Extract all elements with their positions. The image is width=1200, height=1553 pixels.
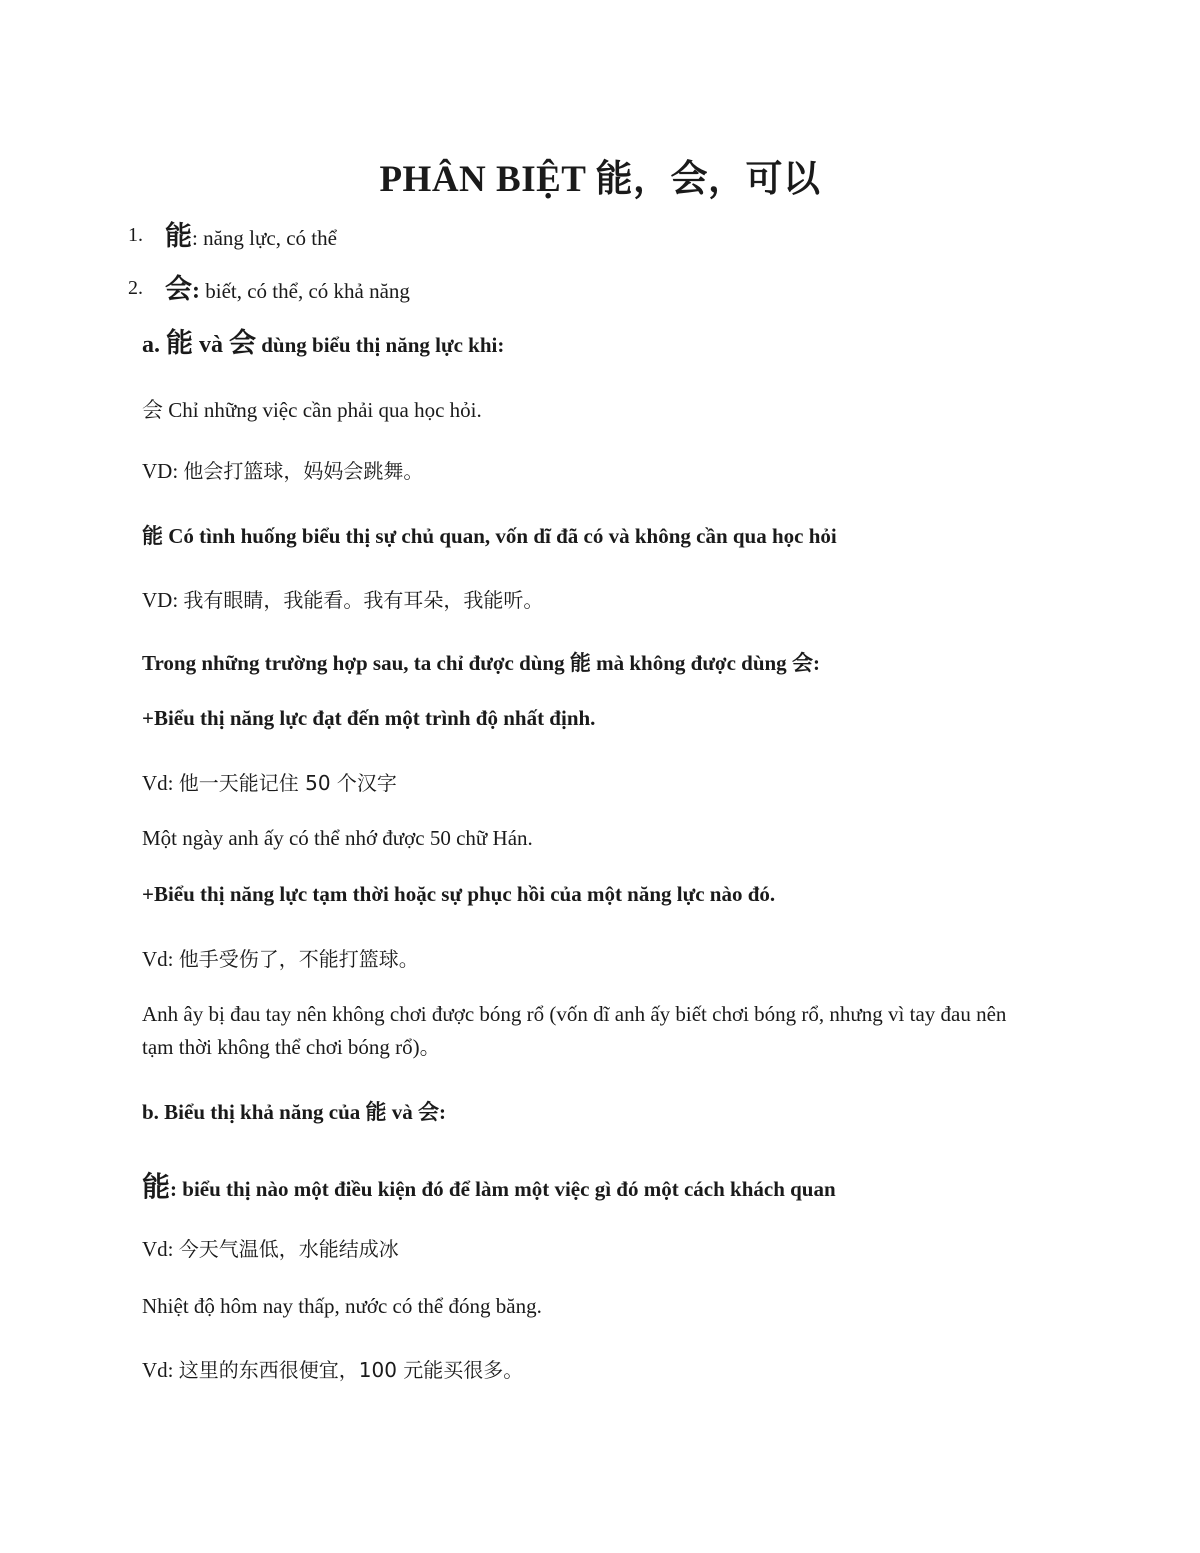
example-5-text: 今天气温低，水能结成冰 [178, 1237, 399, 1261]
hui-note-text: Chỉ những việc cần phải qua học hỏi. [163, 398, 482, 422]
section-b-char2: 会 [418, 1100, 439, 1124]
example-2-text: 我有眼睛，我能看。我有耳朵，我能听。 [183, 588, 544, 612]
only-neng-part2: mà không được dùng [590, 651, 792, 675]
example-5-translation: Nhiệt độ hôm nay thấp, nước có thể đóng băng. [142, 1294, 542, 1318]
only-neng-part3: : [812, 651, 820, 675]
only-neng-char2: 会 [791, 651, 813, 675]
example-3-text: 他一天能记住 50 个汉字 [178, 771, 397, 795]
section-a-char2: 会 [229, 328, 256, 359]
example-4-translation: Anh ây bị đau tay nên không chơi được bóng rổ (vốn dĩ anh ấy biết chơi bóng rổ, nhưng vì tay đau nên tạm thời không thể chơi bóng rổ)。 [142, 1002, 1007, 1059]
example-3 [142, 767, 397, 796]
section-a-heading [142, 321, 504, 360]
example-3-translation: Một ngày anh ấy có thể nhớ được 50 chữ Hán. [142, 826, 533, 850]
hui-note-char: 会 [142, 398, 163, 422]
example-1-label: VD: [142, 459, 184, 483]
case-1: +Biểu thị năng lực đạt đến một trình độ nhất định. [142, 706, 596, 730]
list-number-1: 1. [128, 224, 143, 246]
list-item-1-char: 能 [165, 221, 192, 252]
neng-objective-char: 能 [142, 1170, 171, 1203]
list-number-2: 2. [128, 277, 143, 299]
example-5-label: Vd: [142, 1237, 179, 1261]
section-b-prefix: b. Biểu thị khả năng của [142, 1100, 366, 1124]
example-1-text: 他会打篮球，妈妈会跳舞。 [183, 459, 424, 483]
section-a-mid: và [193, 332, 229, 358]
example-6 [142, 1354, 523, 1383]
example-2 [142, 584, 543, 613]
neng-note-char: 能 [142, 524, 163, 548]
section-b-suffix: : [439, 1100, 446, 1124]
example-5 [142, 1233, 399, 1262]
only-neng-char1: 能 [569, 651, 591, 675]
hui-note [142, 394, 482, 424]
neng-objective [142, 1165, 836, 1205]
example-2-label: VD: [142, 588, 184, 612]
list-item-2-char: 会 [165, 274, 192, 305]
section-b-mid: và [386, 1100, 418, 1124]
list-item-2-sep: : [192, 278, 200, 304]
list-item-1-text: năng lực, có thể [197, 226, 337, 250]
list-item-2 [165, 267, 410, 306]
list-item-1 [165, 214, 337, 253]
section-b-heading [142, 1096, 446, 1126]
neng-note-text: Có tình huống biểu thị sự chủ quan, vốn dĩ đã có và không cần qua học hỏi [163, 524, 837, 548]
case-2: +Biểu thị năng lực tạm thời hoặc sự phục hồi của một năng lực nào đó. [142, 882, 776, 906]
neng-objective-text: : biểu thị nào một điều kiện đó để làm một việc gì đó một cách khách quan [170, 1177, 836, 1201]
section-a-rest: dùng biểu thị năng lực khi: [256, 333, 505, 357]
example-4-text: 他手受伤了，不能打篮球。 [178, 947, 419, 971]
example-6-label: Vd: [142, 1358, 179, 1382]
list-item-2-text: biết, có thể, có khả năng [200, 279, 410, 303]
section-b-char1: 能 [365, 1100, 387, 1124]
example-3-label: Vd: [142, 771, 179, 795]
section-a-prefix: a. [142, 332, 166, 358]
example-6-text: 这里的东西很便宜，100 元能买很多。 [178, 1358, 524, 1382]
example-4-label: Vd: [142, 947, 179, 971]
page-title: PHÂN BIỆT 能，会，可以 [379, 159, 821, 200]
example-4 [142, 943, 419, 972]
neng-note [142, 520, 837, 550]
list-item-1-sep: : [192, 226, 198, 250]
example-1 [142, 455, 423, 484]
only-neng-rule [142, 647, 820, 677]
only-neng-part1: Trong những trường hợp sau, ta chỉ được dùng [142, 651, 570, 675]
section-a-char1: 能 [166, 328, 193, 359]
